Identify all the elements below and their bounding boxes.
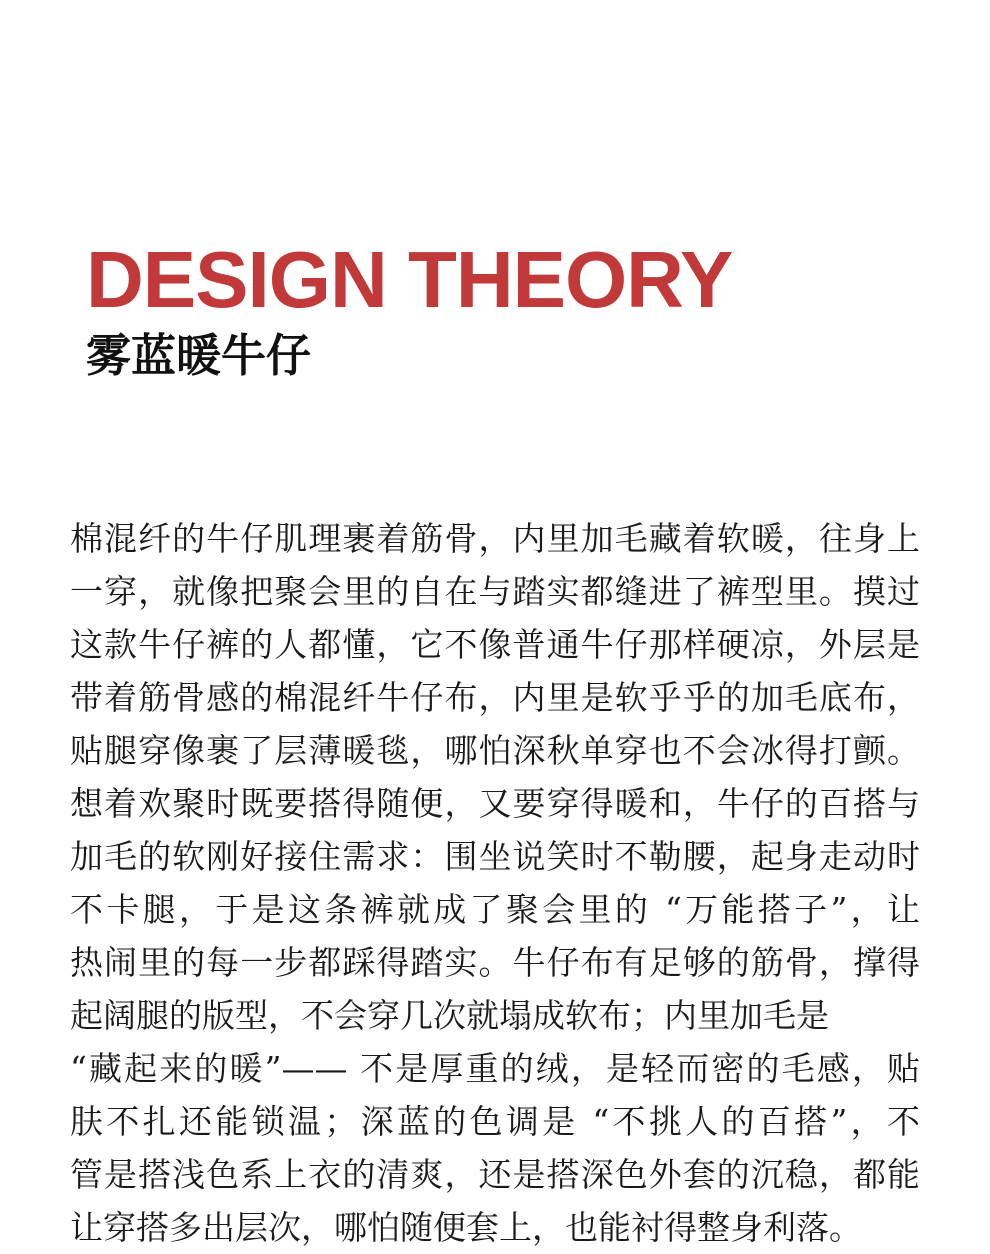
body-line: 带着筋骨感的棉混纤牛仔布，内里是软乎乎的加毛底布， bbox=[70, 678, 920, 717]
body-line: 让穿搭多出层次，哪怕随便套上，也能衬得整身利落。 bbox=[70, 1208, 862, 1247]
body-line: 不卡腿，于是这条裤就成了聚会里的 “万能搭子”，让 bbox=[70, 890, 920, 929]
body-line: 棉混纤的牛仔肌理裹着筋骨，内里加毛藏着软暖，往身上 bbox=[70, 519, 920, 558]
body-line: 肤不扎还能锁温；深蓝的色调是 “不挑人的百搭”，不 bbox=[70, 1102, 920, 1141]
body-line: 贴腿穿像裹了层薄暖毯，哪怕深秋单穿也不会冰得打颤。 bbox=[70, 731, 920, 770]
body-line: 热闹里的每一步都踩得踏实。牛仔布有足够的筋骨，撑得 bbox=[70, 943, 920, 982]
body-line: 一穿，就像把聚会里的自在与踏实都缝进了裤型里。摸过 bbox=[70, 572, 920, 611]
page-subtitle: 雾蓝暖牛仔 bbox=[86, 329, 312, 382]
body-line: 这款牛仔裤的人都懂，它不像普通牛仔那样硬凉，外层是 bbox=[70, 625, 920, 664]
page-title: DESIGN THEORY bbox=[86, 235, 733, 324]
body-line: 想着欢聚时既要搭得随便，又要穿得暖和，牛仔的百搭与 bbox=[70, 784, 920, 823]
body-line: “藏起来的暖”—— 不是厚重的绒，是轻而密的毛感，贴 bbox=[70, 1049, 920, 1088]
body-line: 起阔腿的版型，不会穿几次就塌成软布；内里加毛是 bbox=[70, 996, 829, 1035]
body-paragraph bbox=[70, 512, 920, 1254]
body-line: 管是搭浅色系上衣的清爽，还是搭深色外套的沉稳，都能 bbox=[70, 1155, 920, 1194]
body-line: 加毛的软刚好接住需求：围坐说笑时不勒腰，起身走动时 bbox=[70, 837, 920, 876]
